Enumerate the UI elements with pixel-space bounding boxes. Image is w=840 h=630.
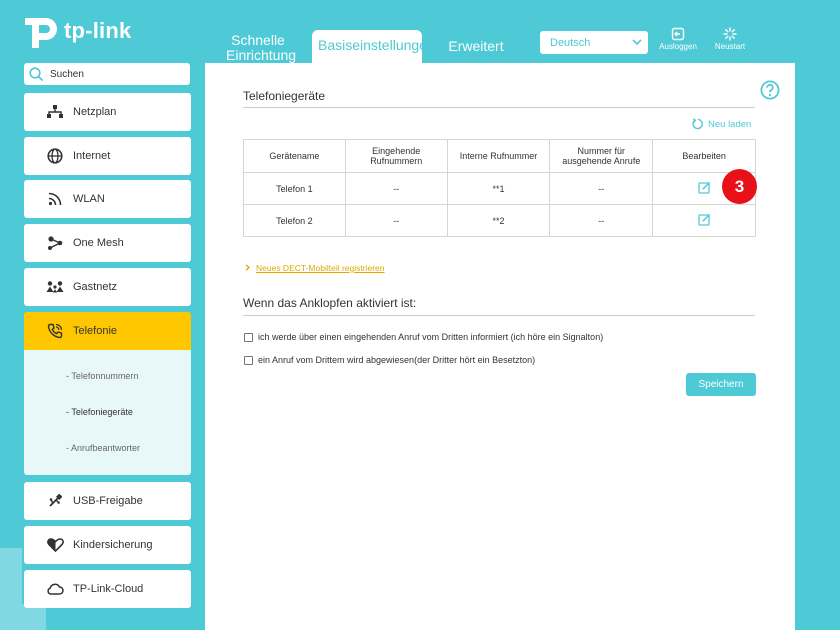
step-number-badge: 3 [722, 169, 757, 204]
sidebar-item-wlan[interactable] [24, 180, 191, 218]
phone-icon [44, 323, 66, 339]
column-header-edit: Bearbeiten [653, 140, 756, 173]
mesh-icon [44, 236, 66, 250]
reload-button[interactable] [692, 118, 751, 130]
devices-table [243, 139, 756, 237]
sidebar-item-label: Gastnetz [73, 281, 118, 293]
refresh-icon [692, 118, 704, 130]
guests-icon [44, 281, 66, 293]
cloud-icon [44, 583, 66, 595]
table-row [244, 173, 756, 205]
sidebar-item-label: WLAN [73, 193, 105, 205]
reject-checkbox[interactable] [244, 356, 253, 365]
cell-outgoing: -- [550, 205, 653, 237]
cell-incoming: -- [345, 173, 447, 205]
restart-icon [723, 27, 737, 41]
column-header-outgoing-number: Nummer für ausgehende Anrufe [550, 140, 653, 173]
language-select[interactable] [540, 31, 648, 54]
wifi-icon [44, 192, 66, 206]
sidebar-item-label: Netzplan [73, 106, 117, 118]
option-label: ich werde über einen eingehenden Anruf vom Dritten informiert (ich höre ein Signalton) [258, 332, 604, 342]
cell-internal: **1 [447, 173, 550, 205]
sidebar-item-label: Internet [73, 150, 111, 162]
sidebar-item-label: Kindersicherung [73, 539, 153, 551]
submenu-item-anrufbeantworter[interactable]: - Anrufbeantworter [66, 443, 141, 453]
tab-quick-setup[interactable] [226, 32, 297, 63]
section-divider [243, 315, 755, 316]
cell-internal: **2 [447, 205, 550, 237]
save-button[interactable]: Speichern [686, 373, 756, 396]
restart-label: Neustart [714, 42, 746, 51]
search-input[interactable] [24, 63, 190, 85]
submenu-item-telefoniegeraete[interactable]: - Telefoniegeräte [66, 407, 133, 417]
restart-button[interactable] [711, 27, 749, 51]
register-dect-label: Neues DECT-Mobilteil registrieren [256, 263, 385, 273]
main-panel [205, 63, 795, 630]
heart-icon [44, 538, 66, 552]
page-title: Telefoniegeräte [243, 89, 326, 103]
logout-label: Ausloggen [659, 42, 697, 51]
submenu-item-telefonnummern[interactable]: - Telefonnummern [66, 371, 139, 381]
cell-outgoing: -- [550, 173, 653, 205]
cell-edit [653, 205, 756, 237]
sidebar-item-gastnetz[interactable] [24, 268, 191, 306]
usb-icon [44, 494, 66, 508]
brand-name: tp-link [64, 18, 132, 43]
telefonie-submenu [24, 350, 191, 475]
language-value: Deutsch [550, 36, 591, 49]
sidebar-item-kindersicherung[interactable] [24, 526, 191, 564]
tab-advanced[interactable]: Erweitert [448, 38, 504, 54]
table-row [244, 205, 756, 237]
section-divider [243, 107, 755, 108]
sidebar-item-netzplan[interactable] [24, 93, 191, 131]
search-icon [29, 67, 44, 82]
cell-incoming: -- [345, 205, 447, 237]
sidebar-item-one-mesh[interactable] [24, 224, 191, 262]
sidebar-item-internet[interactable] [24, 137, 191, 175]
sidebar-item-label: Telefonie [73, 325, 118, 337]
sidebar-item-usb-freigabe[interactable] [24, 482, 191, 520]
sidebar-item-label: TP-Link-Cloud [73, 583, 144, 595]
sidebar-item-label: One Mesh [73, 237, 124, 249]
sidebar-item-tp-link-cloud[interactable] [24, 570, 191, 608]
chevron-right-icon [245, 263, 250, 273]
network-map-icon [44, 105, 66, 119]
option-notify-third-party [244, 332, 603, 342]
tab-quick-setup-line1: Schnelle [231, 32, 285, 48]
tp-link-logo[interactable] [22, 12, 131, 50]
logout-icon [671, 27, 685, 41]
option-reject-third-party [244, 355, 535, 365]
logout-button[interactable] [656, 27, 700, 51]
column-header-device-name: Gerätename [244, 140, 346, 173]
tp-link-logo-mark [22, 12, 60, 50]
sidebar-item-telefonie[interactable] [24, 312, 191, 350]
call-waiting-title: Wenn das Anklopfen aktiviert ist: [243, 296, 417, 310]
chevron-down-icon [632, 39, 642, 46]
reload-label: Neu laden [708, 118, 752, 130]
background-decoration [0, 548, 22, 630]
edit-icon[interactable] [698, 213, 711, 228]
cell-device-name: Telefon 1 [244, 173, 346, 205]
tab-basic-settings[interactable]: Basiseinstellungen [312, 30, 422, 63]
search-placeholder: Suchen [50, 68, 84, 80]
option-label: ein Anruf vom Drittem wird abgewiesen(der Dritter hört ein Besetzton) [258, 355, 536, 365]
cell-device-name: Telefon 2 [244, 205, 346, 237]
column-header-internal-number: Interne Rufnummer [447, 140, 550, 173]
notify-checkbox[interactable] [244, 333, 253, 342]
table-header-row [244, 140, 756, 173]
tab-quick-setup-line2: Einrichtung [226, 47, 297, 63]
globe-icon [44, 148, 66, 164]
sidebar-item-label: USB-Freigabe [73, 495, 143, 507]
column-header-incoming-numbers: Eingehende Rufnummern [345, 140, 447, 173]
edit-icon[interactable] [698, 181, 711, 196]
register-dect-link[interactable] [245, 263, 385, 273]
help-icon[interactable] [760, 80, 780, 105]
